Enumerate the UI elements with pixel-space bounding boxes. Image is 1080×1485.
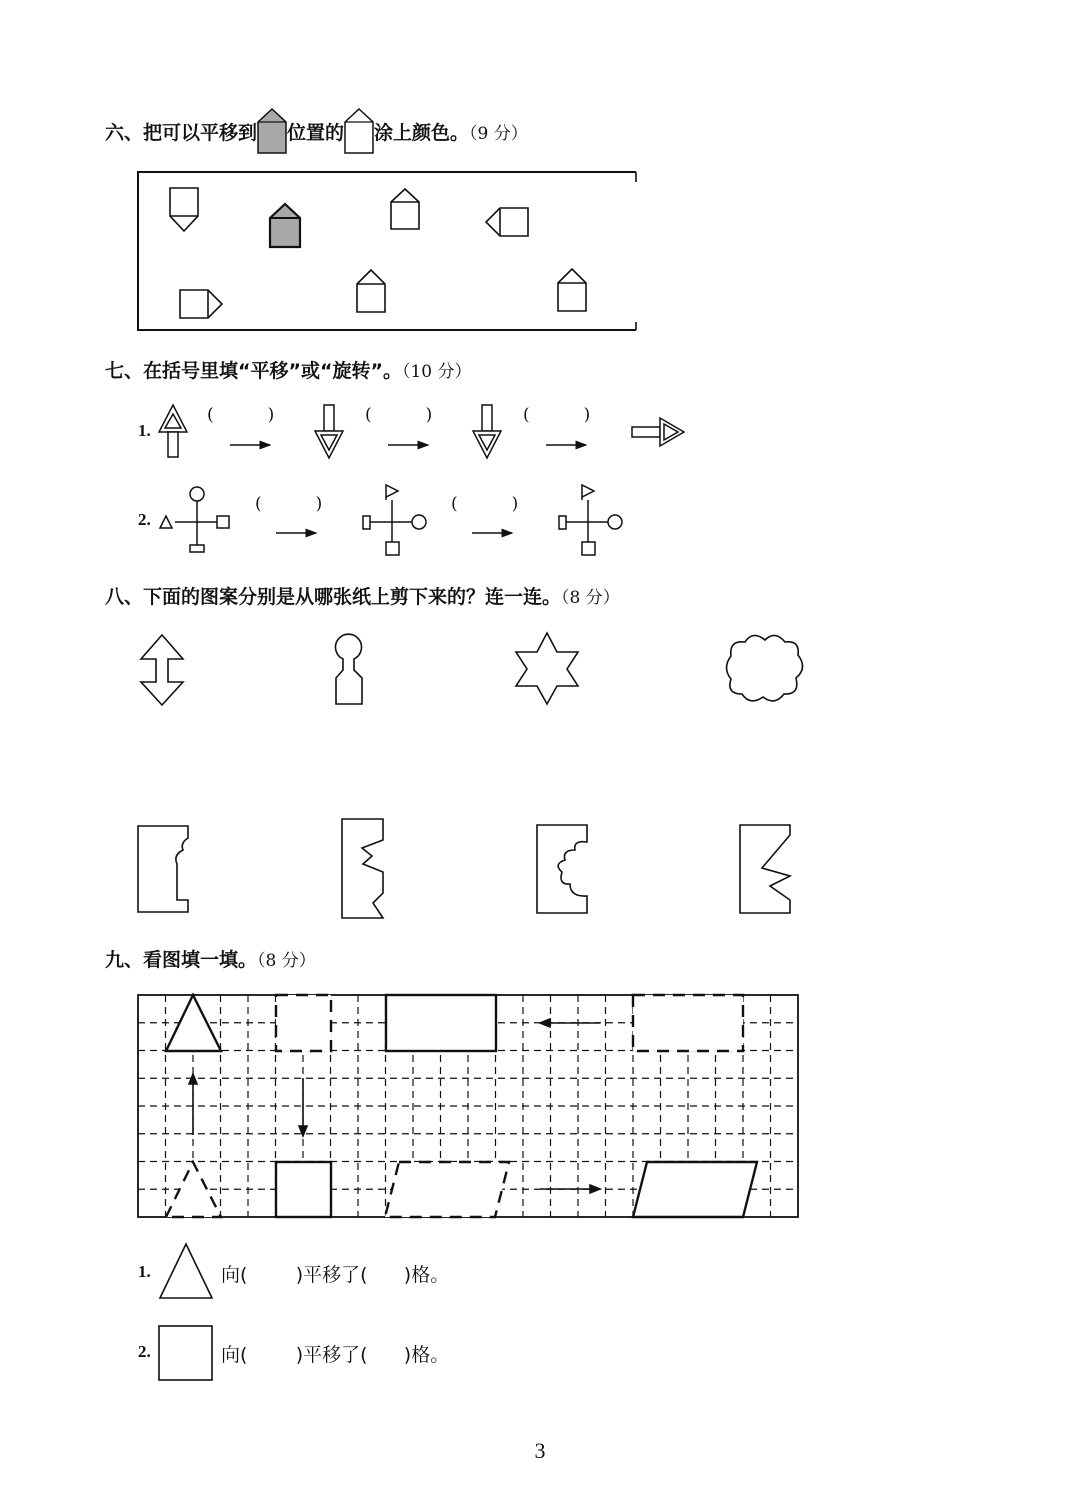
arrow-left-icon [540,1019,600,1027]
q7-row1-answer-3[interactable]: ( ) [523,405,591,425]
q7-row2-answer-1[interactable]: ( ) [255,494,323,514]
q9-points: （8 分） [257,951,316,971]
q9-item2-fill[interactable]: 向( )平移了( )格。 [221,1344,450,1366]
q9-item1-label: 1. [138,1262,151,1281]
q8-points: （8 分） [561,588,620,608]
dashed-square-icon [276,995,331,1051]
q7-row1-answer-1[interactable]: ( ) [207,405,275,425]
solid-square-icon [276,1162,331,1217]
q9-item2-label: 2. [138,1342,151,1361]
q6-title-part-b: 位置的 [287,122,345,144]
q7-row2-answer-2[interactable]: ( ) [451,494,519,514]
arrow-up-icon [189,1074,197,1135]
dashed-rectangle-icon [633,995,743,1051]
q7-points: （10 分） [401,362,472,382]
dashed-parallelogram-icon [385,1162,509,1217]
solid-parallelogram-icon [633,1162,757,1217]
arrow-down-icon [299,1078,307,1136]
q7-row2-label: 2. [138,510,151,529]
q6-title-part-a: 六、把可以平移到 [105,122,258,144]
q6-points: （9 分） [469,124,528,144]
q7-row1-answer-2[interactable]: ( ) [365,405,433,425]
solid-rectangle-icon [386,995,496,1051]
q8-title-text: 八、下面的图案分别是从哪张纸上剪下来的？连一连。 [105,586,562,608]
triangle-icon [158,1242,214,1300]
q9-item1-fill[interactable]: 向( )平移了( )格。 [221,1264,450,1286]
q7-title-text: 七、在括号里填“平移”或“旋转”。 [105,360,402,382]
arrow-right-icon [540,1185,600,1193]
q9-title-text: 九、看图填一填。 [105,949,258,971]
page-number: 3 [534,1438,546,1463]
q7-row1-label: 1. [138,421,151,440]
q6-title-part-c: 涂上颜色。 [374,122,470,144]
square-icon [158,1325,214,1381]
